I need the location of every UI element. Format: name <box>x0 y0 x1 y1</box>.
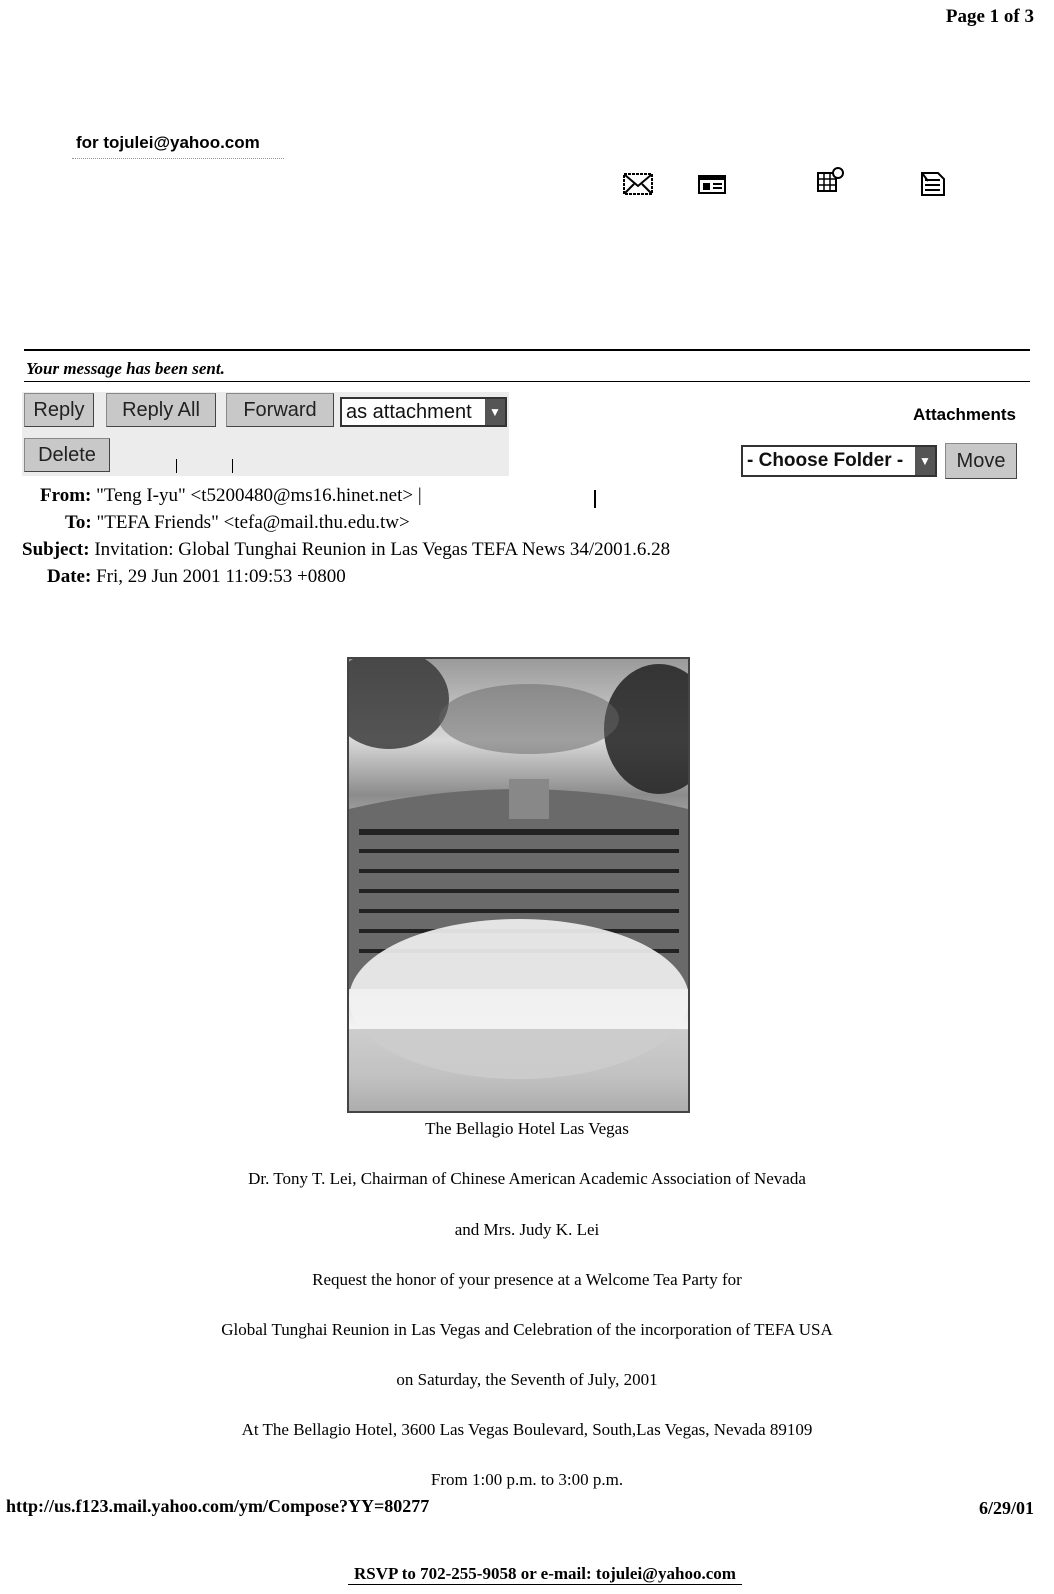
calendar-icon[interactable] <box>815 168 845 194</box>
from-value[interactable]: "Teng I-yu" <t5200480@ms16.hinet.net> | <box>96 485 422 506</box>
folder-select[interactable] <box>741 445 937 477</box>
invitation-line: and Mrs. Judy K. Lei <box>454 1220 600 1239</box>
invitation-line: Dr. Tony T. Lei, Chairman of Chinese American Academic Association of Nevada <box>248 1169 806 1188</box>
from-row <box>40 485 422 507</box>
photo-caption: The Bellagio Hotel Las Vegas <box>425 1119 629 1138</box>
subject-label: Subject: <box>22 539 90 560</box>
top-divider <box>24 349 1030 351</box>
delete-button[interactable]: Delete <box>24 438 110 472</box>
reply-all-button[interactable]: Reply All <box>106 393 216 427</box>
account-label: for tojulei@yahoo.com <box>76 133 260 152</box>
to-value[interactable]: "TEFA Friends" <tefa@mail.thu.edu.tw> <box>96 512 410 533</box>
forward-mode-select[interactable] <box>340 397 507 427</box>
from-label: From: <box>40 485 92 506</box>
page-url: http://us.f123.mail.yahoo.com/ym/Compose?YY=80277 <box>6 1496 430 1516</box>
invitation-line: From 1:00 p.m. to 3:00 p.m. <box>430 1470 624 1489</box>
page-number: Page 1 of 3 <box>945 6 1034 27</box>
print-date: 6/29/01 <box>978 1498 1034 1518</box>
folder-select-value: - Choose Folder - <box>747 450 904 471</box>
attachments-label: Attachments <box>913 405 1016 424</box>
addresses-icon[interactable] <box>697 171 727 197</box>
subject-row <box>22 539 670 561</box>
subject-value: Invitation: Global Tunghai Reunion in Las Vegas TEFA News 34/2001.6.28 <box>94 539 671 560</box>
mail-icon[interactable] <box>623 171 653 197</box>
separator <box>176 459 177 473</box>
separator <box>232 459 233 473</box>
account-underline <box>72 158 284 159</box>
reply-button[interactable]: Reply <box>24 393 94 427</box>
invitation-line: on Saturday, the Seventh of July, 2001 <box>396 1370 658 1389</box>
invitation-line: Request the honor of your presence at a Welcome Tea Party for <box>312 1270 742 1289</box>
forward-button[interactable]: Forward <box>226 393 334 427</box>
to-label: To: <box>65 512 92 533</box>
chevron-down-icon: ▼ <box>485 399 505 425</box>
forward-mode-value: as attachment <box>346 400 472 423</box>
date-row <box>47 566 346 588</box>
sent-confirmation: Your message has been sent. <box>26 359 225 378</box>
rsvp-line: RSVP to 702-255-9058 or e-mail: tojulei@yahoo.com <box>348 1564 742 1585</box>
bellagio-photo <box>347 657 690 1113</box>
date-label: Date: <box>47 566 92 587</box>
to-row <box>65 512 410 534</box>
invitation-line: Global Tunghai Reunion in Las Vegas and Celebration of the incorporation of TEFA USA <box>221 1320 833 1339</box>
notepad-icon[interactable] <box>918 171 948 197</box>
separator <box>594 490 596 508</box>
invitation-line: At The Bellagio Hotel, 3600 Las Vegas Boulevard, South,Las Vegas, Nevada 89109 <box>241 1420 813 1439</box>
move-button[interactable]: Move <box>945 443 1017 479</box>
chevron-down-icon: ▼ <box>915 447 935 475</box>
date-value: Fri, 29 Jun 2001 11:09:53 +0800 <box>96 566 346 587</box>
status-divider <box>24 381 1030 382</box>
